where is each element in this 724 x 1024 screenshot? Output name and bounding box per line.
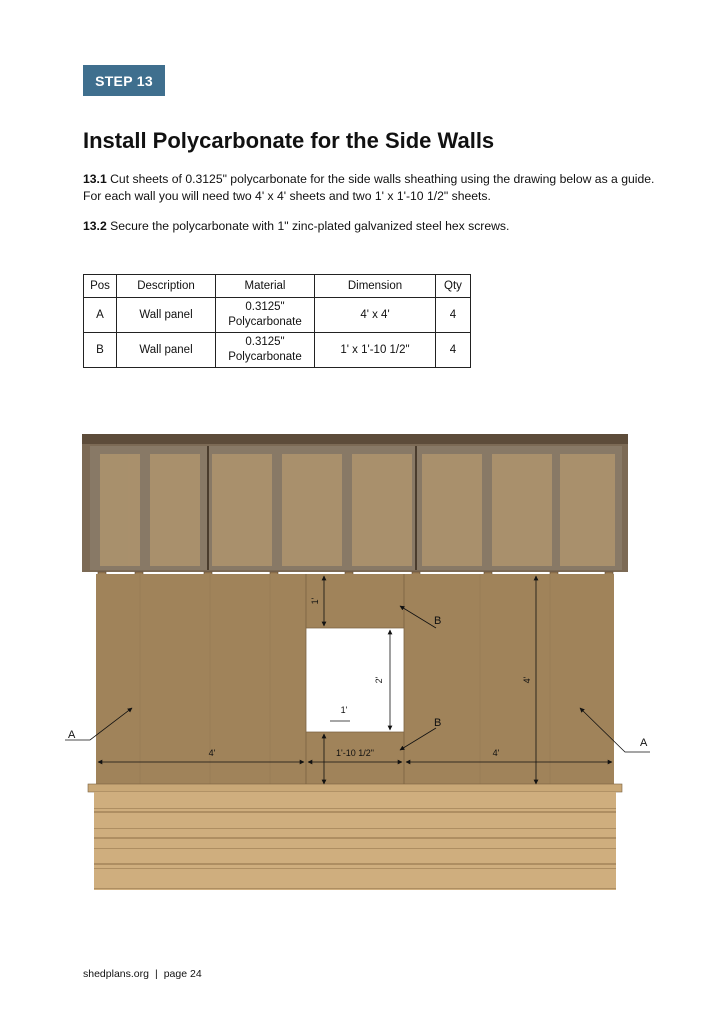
dim-right-width: 4' xyxy=(492,748,500,758)
header-dimension: Dimension xyxy=(315,275,436,298)
instruction-text-line2: For each wall you will need two 4' x 4' sheets and two 1' x 1'-10 1/2" sheets. xyxy=(83,189,491,203)
page-title: Install Polycarbonate for the Side Walls xyxy=(83,128,495,153)
cell-material xyxy=(216,298,315,333)
dim-middle-width: 1'-10 1/2" xyxy=(336,748,374,758)
header-pos: Pos xyxy=(84,275,117,298)
label-b-upper: B xyxy=(434,615,442,627)
instruction-text: Cut sheets of 0.3125" polycarbonate for the side walls sheathing using the drawing below as a guide. xyxy=(110,172,655,186)
page-footer: shedplans.org | page 24 xyxy=(83,968,202,980)
dim-lower-height: 1' xyxy=(340,705,348,715)
dim-top-height: 1' xyxy=(310,597,320,605)
step-badge: STEP 13 xyxy=(83,65,165,96)
header-material: Material xyxy=(216,275,315,298)
cell-dimension: 1' x 1'-10 1/2" xyxy=(315,333,436,368)
side-wall-drawing xyxy=(60,428,660,890)
cell-qty: 4 xyxy=(436,298,471,333)
parts-table xyxy=(83,274,471,368)
roof-panel xyxy=(82,434,628,572)
table-row xyxy=(84,298,471,333)
cell-pos: A xyxy=(84,298,117,333)
header-description: Description xyxy=(117,275,216,298)
cell-dimension: 4' x 4' xyxy=(315,298,436,333)
table-row xyxy=(84,333,471,368)
instruction-text: Secure the polycarbonate with 1" zinc-plated galvanized steel hex screws. xyxy=(110,219,510,233)
cell-description: Wall panel xyxy=(117,333,216,368)
material-line1: 0.3125" xyxy=(245,301,285,313)
dim-wall-height: 4' xyxy=(522,676,532,684)
window-opening xyxy=(306,628,404,732)
material-line1: 0.3125" xyxy=(245,336,285,348)
footer-site: shedplans.org xyxy=(83,968,149,980)
cell-pos: B xyxy=(84,333,117,368)
material-line2: Polycarbonate xyxy=(228,316,302,328)
material-line2: Polycarbonate xyxy=(228,351,302,363)
dim-left-width: 4' xyxy=(208,748,216,758)
base-planks xyxy=(88,784,622,890)
footer-page-number: page 24 xyxy=(163,968,202,980)
instruction-number: 13.2 xyxy=(83,219,107,233)
label-a-right: A xyxy=(640,737,648,749)
dim-window-height: 2' xyxy=(374,676,384,684)
instruction-number: 13.1 xyxy=(83,172,107,186)
cell-description: Wall panel xyxy=(117,298,216,333)
instruction-13-2 xyxy=(83,218,673,235)
header-qty: Qty xyxy=(436,275,471,298)
instruction-13-1 xyxy=(83,171,673,205)
label-b-lower: B xyxy=(434,717,442,729)
cell-qty: 4 xyxy=(436,333,471,368)
label-a-left: A xyxy=(68,729,76,741)
cell-material xyxy=(216,333,315,368)
table-header-row xyxy=(84,275,471,298)
